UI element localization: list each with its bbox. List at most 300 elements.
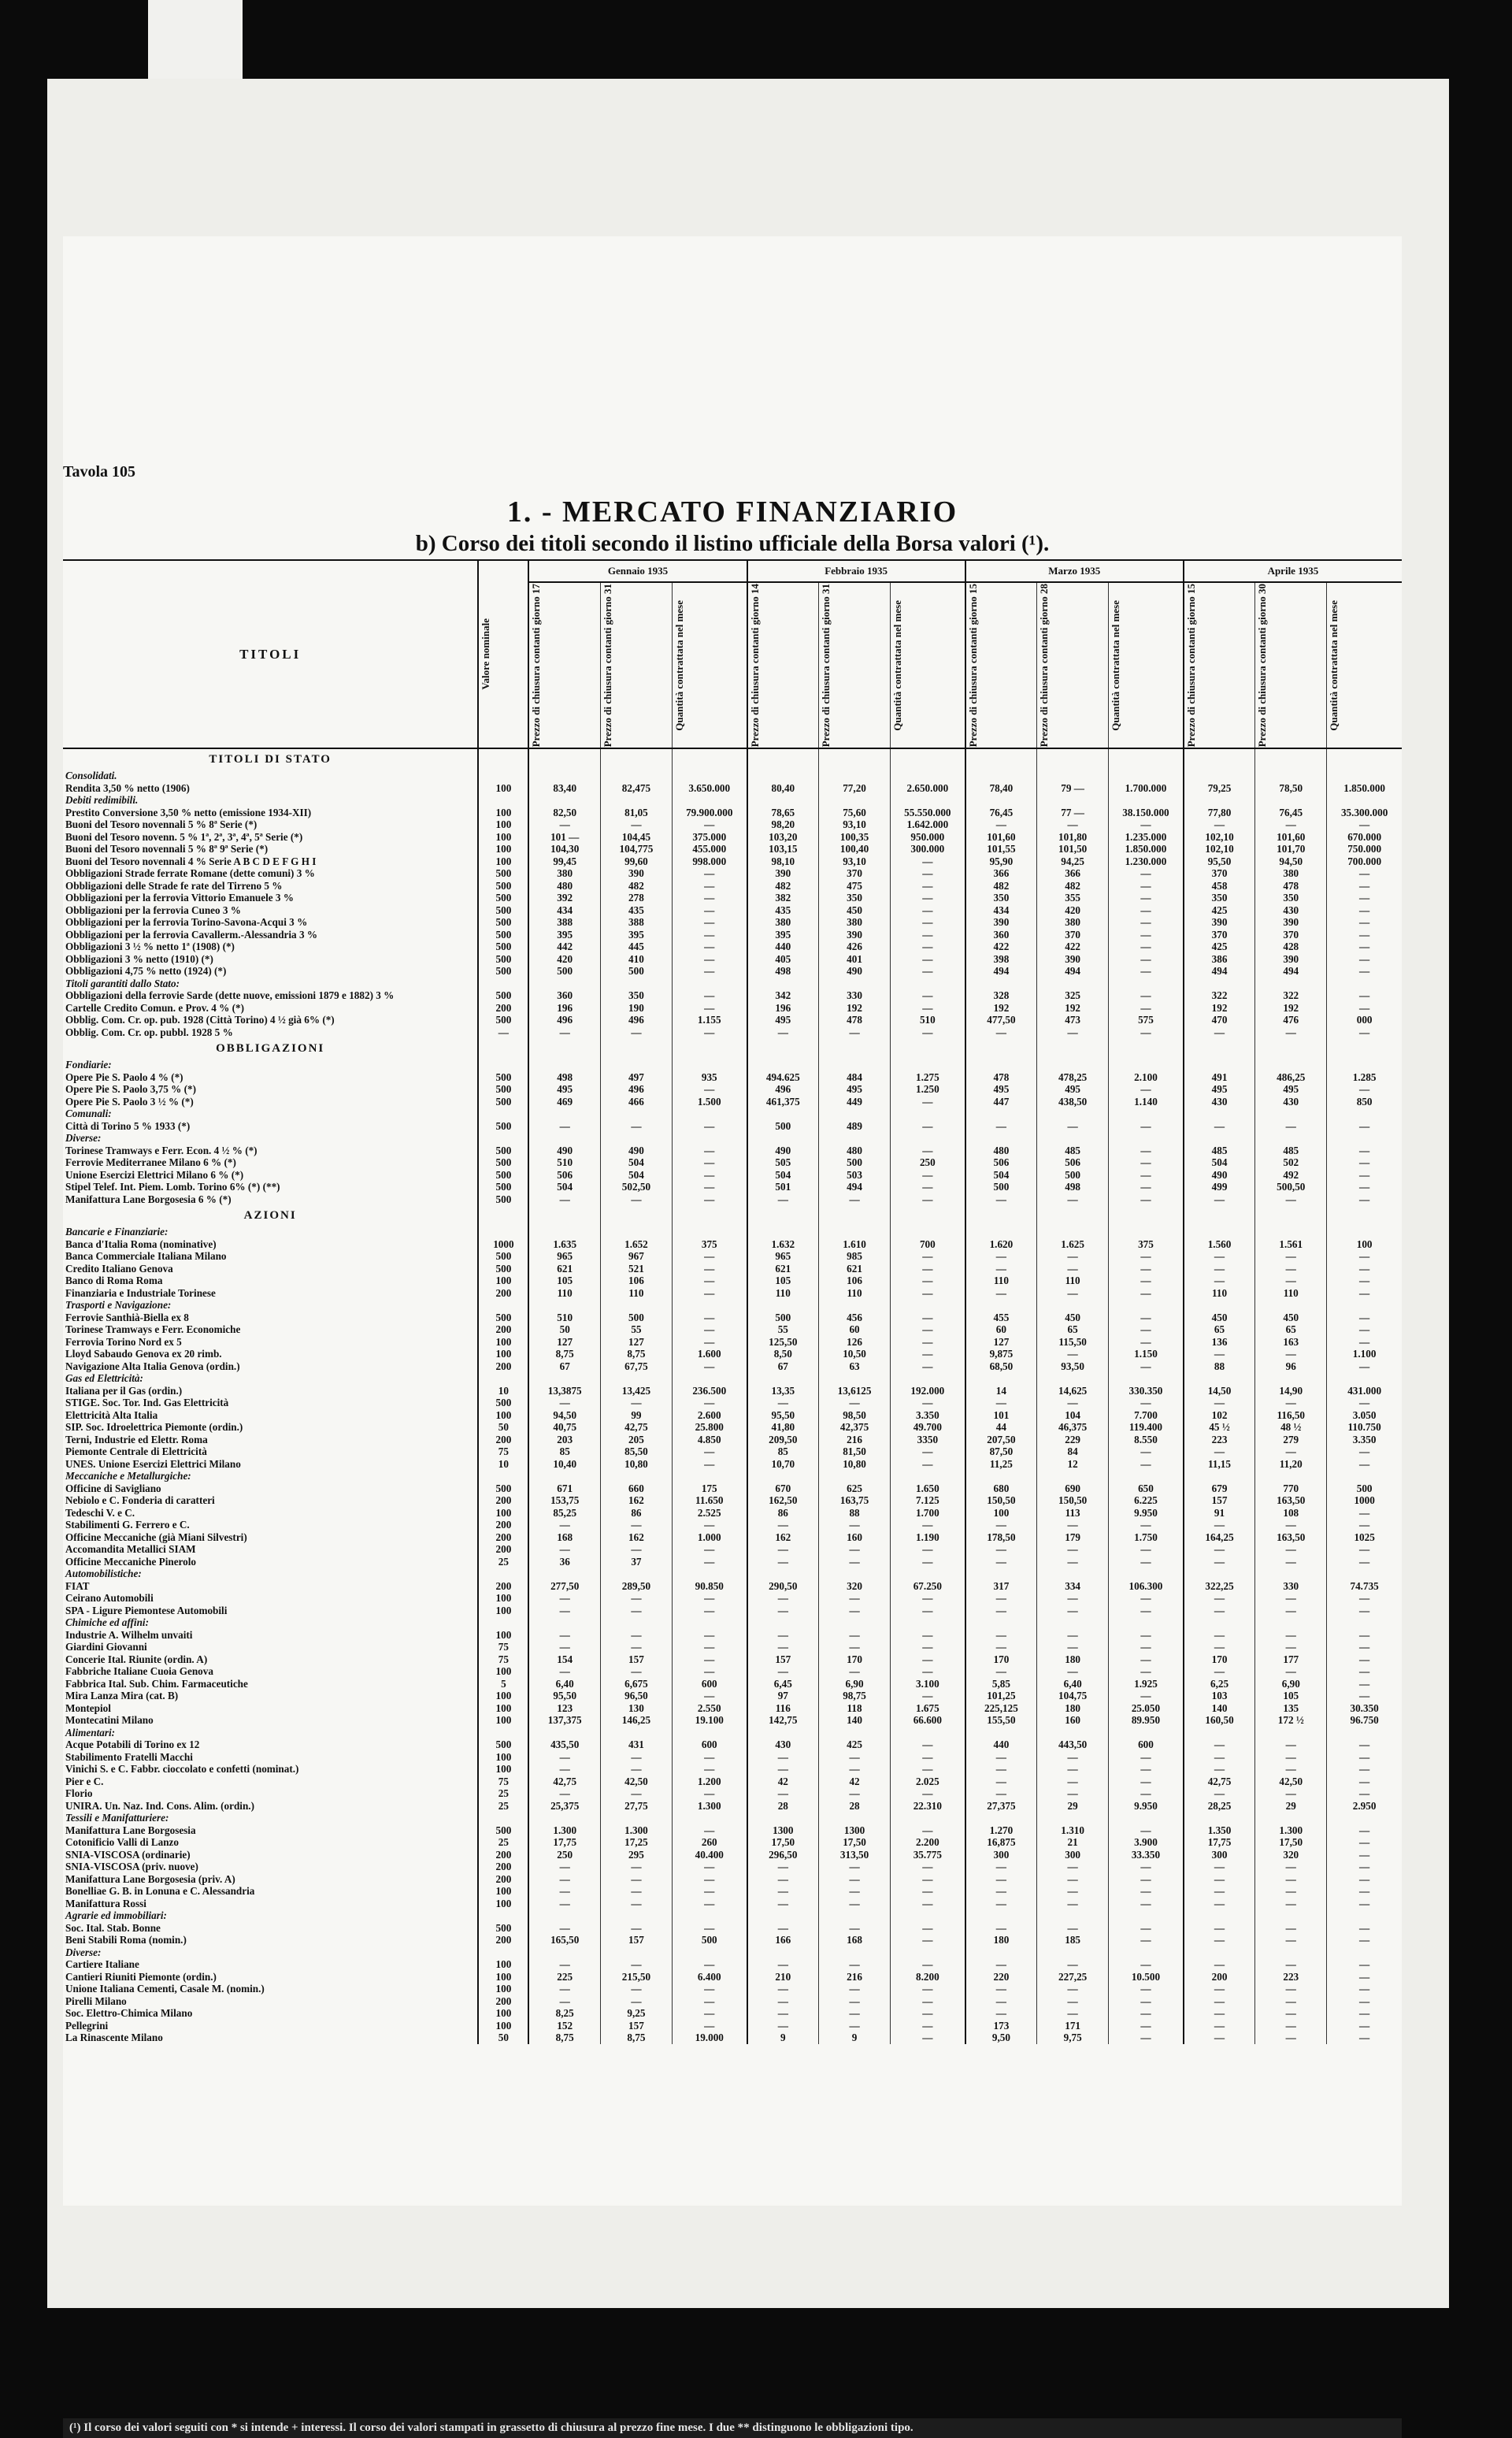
value-cell: 496 <box>747 1083 819 1096</box>
value-cell: 99 <box>600 1409 672 1422</box>
nominal-value-cell: 500 <box>478 1096 528 1108</box>
value-cell: 101,60 <box>1255 831 1327 844</box>
value-cell: — <box>747 1861 819 1873</box>
nominal-value-cell: 25 <box>478 1787 528 1800</box>
security-name: Obbligazioni 3 % netto (1910) (*) <box>65 952 213 965</box>
value-cell: 600 <box>672 1678 747 1690</box>
value-cell: — <box>1109 818 1184 831</box>
value-cell: — <box>672 1873 747 1886</box>
value-cell: 438,50 <box>1037 1096 1109 1108</box>
subsection-row <box>63 1812 1402 1824</box>
subsection-label: Gas ed Elettricità: <box>65 1372 143 1385</box>
subcol-header: Prezzo di chiusura contanti giorno 14 <box>747 582 819 748</box>
value-cell: 2.100 <box>1109 1071 1184 1084</box>
table-row <box>63 929 1402 941</box>
value-cell: 410 <box>600 953 672 966</box>
value-cell: 99,60 <box>600 855 672 868</box>
value-cell: 575 <box>1109 1014 1184 1026</box>
subcol-header: Quantità contrattata nel mese <box>1327 582 1402 748</box>
table-row <box>63 1678 1402 1690</box>
empty-cell <box>891 978 965 990</box>
value-cell: — <box>1327 1690 1402 1702</box>
value-cell: 3350 <box>891 1434 965 1446</box>
value-cell: — <box>891 1002 965 1015</box>
value-cell: — <box>600 1898 672 1910</box>
value-cell: — <box>1109 989 1184 1002</box>
value-cell: — <box>1255 1120 1327 1133</box>
value-cell: 466 <box>600 1096 672 1108</box>
value-cell: 85,25 <box>528 1507 600 1520</box>
empty-cell <box>747 1205 819 1226</box>
value-cell: — <box>1184 1995 1255 2008</box>
value-cell: 1.925 <box>1109 1678 1184 1690</box>
value-cell: 500 <box>747 1120 819 1133</box>
value-cell: 127 <box>600 1336 672 1349</box>
value-cell: — <box>1327 1360 1402 1373</box>
security-name: Fabbrica Ital. Sub. Chim. Farmaceutiche <box>65 1677 248 1690</box>
value-cell: 2.950 <box>1327 1800 1402 1813</box>
value-cell: — <box>891 1250 965 1263</box>
value-cell: 390 <box>600 867 672 880</box>
value-cell: 482 <box>965 880 1037 892</box>
security-name: Elettricità Alta Italia <box>65 1408 158 1421</box>
value-cell: 279 <box>1255 1434 1327 1446</box>
empty-cell <box>891 1946 965 1959</box>
security-name: Manifattura Lane Borgosesia (priv. A) <box>65 1872 235 1885</box>
table-row <box>63 1096 1402 1108</box>
empty-cell <box>819 770 891 782</box>
value-cell: 500 <box>528 965 600 978</box>
value-cell: 127 <box>965 1336 1037 1349</box>
security-name: Officine Meccaniche (già Miani Silvestri) <box>65 1531 247 1543</box>
value-cell: 100,35 <box>819 831 891 844</box>
empty-cell <box>672 1568 747 1580</box>
security-name: Opere Pie S. Paolo 4 % (*) <box>65 1071 183 1083</box>
value-cell: 390 <box>819 929 891 941</box>
value-cell: 000 <box>1327 1014 1402 1026</box>
value-cell: 440 <box>747 941 819 953</box>
value-cell: — <box>672 1653 747 1666</box>
value-cell: 80,40 <box>747 782 819 795</box>
nominal-value-cell: 200 <box>478 1494 528 1507</box>
empty-cell <box>1184 1299 1255 1312</box>
value-cell: 504 <box>600 1156 672 1169</box>
value-cell: — <box>1109 1120 1184 1133</box>
value-cell: — <box>672 953 747 966</box>
value-cell: — <box>891 1885 965 1898</box>
value-cell: — <box>1184 1445 1255 1458</box>
value-cell: 108 <box>1255 1507 1327 1520</box>
nominal-value-cell: 75 <box>478 1445 528 1458</box>
nominal-value-cell: 500 <box>478 941 528 953</box>
value-cell: — <box>1327 1287 1402 1300</box>
value-cell: 102,10 <box>1184 831 1255 844</box>
value-cell: — <box>600 1543 672 1556</box>
nominal-value-cell: 100 <box>478 1665 528 1678</box>
empty-cell <box>819 1299 891 1312</box>
value-cell: 36 <box>528 1556 600 1568</box>
empty-cell <box>600 770 672 782</box>
subsection-row <box>63 1727 1402 1739</box>
value-cell: 127 <box>528 1336 600 1349</box>
value-cell: — <box>965 1787 1037 1800</box>
subsection-label: Automobilistiche: <box>65 1568 142 1580</box>
value-cell: 455.000 <box>672 843 747 855</box>
table-row <box>63 1787 1402 1800</box>
nominal-value-cell: 100 <box>478 1898 528 1910</box>
value-cell: 10.500 <box>1109 1971 1184 1983</box>
nominal-value-cell: 100 <box>478 1751 528 1764</box>
value-cell: — <box>891 1763 965 1776</box>
value-cell: — <box>891 1193 965 1206</box>
security-name: Opere Pie S. Paolo 3,75 % (*) <box>65 1083 197 1096</box>
value-cell: 25,375 <box>528 1800 600 1813</box>
empty-cell <box>478 1946 528 1959</box>
value-cell: 49.700 <box>891 1421 965 1434</box>
value-cell: 10,80 <box>600 1458 672 1471</box>
empty-cell <box>1255 1299 1327 1312</box>
value-cell: 9 <box>747 2032 819 2044</box>
security-name: Cartiere Italiane <box>65 1958 139 1971</box>
value-cell: — <box>747 1983 819 1995</box>
subsection-label: Debiti redimibili. <box>65 794 139 807</box>
value-cell: 1.300 <box>600 1824 672 1837</box>
value-cell: — <box>891 1336 965 1349</box>
empty-cell <box>672 1470 747 1482</box>
empty-cell <box>1037 1568 1109 1580</box>
table-row <box>63 1861 1402 1873</box>
empty-cell <box>478 1205 528 1226</box>
value-cell: — <box>1255 2007 1327 2020</box>
value-cell: — <box>1327 1507 1402 1520</box>
value-cell: 110 <box>1255 1287 1327 1300</box>
value-cell: 116 <box>747 1702 819 1715</box>
empty-cell <box>965 1812 1037 1824</box>
value-cell: 494 <box>965 965 1037 978</box>
value-cell: 390 <box>1255 916 1327 929</box>
value-cell: 42,50 <box>1255 1776 1327 1788</box>
value-cell: — <box>1327 941 1402 953</box>
value-cell: 27,75 <box>600 1800 672 1813</box>
value-cell: — <box>1327 1519 1402 1531</box>
empty-cell <box>600 1299 672 1312</box>
table-row <box>63 2020 1402 2032</box>
value-cell: — <box>891 1787 965 1800</box>
table-row <box>63 782 1402 795</box>
nominal-value-cell: 200 <box>478 1873 528 1886</box>
value-cell: — <box>819 1787 891 1800</box>
value-cell: — <box>600 1787 672 1800</box>
security-name: Obbligazioni della ferrovie Sarde (dette nuove, emissioni 1879 e 1882) 3 % <box>65 989 395 1002</box>
empty-cell <box>1109 978 1184 990</box>
security-name: Navigazione Alta Italia Genova (ordin.) <box>65 1360 240 1372</box>
value-cell: 1.642.000 <box>891 818 965 831</box>
value-cell: — <box>1037 1665 1109 1678</box>
table-row <box>63 1556 1402 1568</box>
value-cell: — <box>672 965 747 978</box>
empty-cell <box>819 1909 891 1922</box>
value-cell: — <box>1327 818 1402 831</box>
value-cell: — <box>891 1873 965 1886</box>
value-cell: 9,75 <box>1037 2032 1109 2044</box>
table-row <box>63 1434 1402 1446</box>
empty-cell <box>1109 1299 1184 1312</box>
value-cell: 192 <box>1255 1002 1327 1015</box>
value-cell: 313,50 <box>819 1849 891 1861</box>
value-cell: — <box>819 1543 891 1556</box>
value-cell: 95,50 <box>1184 855 1255 868</box>
value-cell: 110.750 <box>1327 1421 1402 1434</box>
value-cell: — <box>672 941 747 953</box>
value-cell: 478,25 <box>1037 1071 1109 1084</box>
value-cell: 965 <box>747 1250 819 1263</box>
value-cell: 60 <box>965 1323 1037 1336</box>
value-cell: — <box>1327 1336 1402 1349</box>
value-cell: — <box>1109 1556 1184 1568</box>
empty-cell <box>1327 748 1402 770</box>
value-cell: — <box>1184 1543 1255 1556</box>
value-cell: 87,50 <box>965 1445 1037 1458</box>
nominal-value-cell: 200 <box>478 1323 528 1336</box>
value-cell: 10,50 <box>819 1348 891 1360</box>
value-cell: — <box>528 1983 600 1995</box>
empty-cell <box>747 1299 819 1312</box>
empty-cell <box>1037 1132 1109 1145</box>
subsection-label: Diverse: <box>65 1946 102 1958</box>
value-cell: 170 <box>819 1653 891 1666</box>
value-cell: — <box>891 855 965 868</box>
value-cell: 2.650.000 <box>891 782 965 795</box>
value-cell: — <box>672 2007 747 2020</box>
value-cell: 40,75 <box>528 1421 600 1434</box>
value-cell: 67,75 <box>600 1360 672 1373</box>
value-cell: — <box>1184 1026 1255 1039</box>
value-cell: — <box>747 1922 819 1935</box>
value-cell: 77 — <box>1037 807 1109 819</box>
value-cell: — <box>1255 1543 1327 1556</box>
value-cell: — <box>1109 867 1184 880</box>
value-cell: — <box>528 1885 600 1898</box>
empty-cell <box>478 1038 528 1059</box>
empty-cell <box>891 1812 965 1824</box>
value-cell: — <box>1184 2007 1255 2020</box>
empty-cell <box>1109 1616 1184 1629</box>
empty-cell <box>672 1205 747 1226</box>
security-name: Ferrovie Santhià-Biella ex 8 <box>65 1311 189 1323</box>
value-cell: 375 <box>672 1238 747 1251</box>
table-row <box>63 880 1402 892</box>
empty-cell <box>478 1299 528 1312</box>
value-cell: 289,50 <box>600 1580 672 1593</box>
value-cell: 190 <box>600 1002 672 1015</box>
value-cell: — <box>1109 1665 1184 1678</box>
value-cell: — <box>1327 1026 1402 1039</box>
value-cell: 160 <box>819 1531 891 1544</box>
value-cell: 177 <box>1255 1653 1327 1666</box>
value-cell: — <box>747 1898 819 1910</box>
value-cell: 366 <box>965 867 1037 880</box>
value-cell: 388 <box>528 916 600 929</box>
empty-cell <box>747 1226 819 1238</box>
value-cell: 671 <box>528 1482 600 1495</box>
value-cell: — <box>819 1665 891 1678</box>
value-cell: — <box>1327 867 1402 880</box>
value-cell: — <box>965 1885 1037 1898</box>
value-cell: — <box>819 1885 891 1898</box>
value-cell: 342 <box>747 989 819 1002</box>
value-cell: — <box>1255 1263 1327 1275</box>
value-cell: — <box>891 1934 965 1946</box>
value-cell: 390 <box>1037 953 1109 966</box>
value-cell: — <box>600 1629 672 1642</box>
subcol-header: Prezzo di chiusura contanti giorno 31 <box>600 582 672 748</box>
value-cell: 65 <box>1037 1323 1109 1336</box>
value-cell: 166 <box>747 1934 819 1946</box>
value-cell: 490 <box>1184 1169 1255 1182</box>
value-cell: — <box>1037 1873 1109 1886</box>
security-name: Banca d'Italia Roma (nominative) <box>65 1238 217 1250</box>
value-cell: 521 <box>600 1263 672 1275</box>
empty-cell <box>528 1132 600 1145</box>
security-name: FIAT <box>65 1579 90 1592</box>
value-cell: 442 <box>528 941 600 953</box>
value-cell: 13,3875 <box>528 1385 600 1397</box>
value-cell: — <box>891 2032 965 2044</box>
value-cell: — <box>1109 1312 1184 1324</box>
value-cell: — <box>672 1690 747 1702</box>
empty-cell <box>819 794 891 807</box>
value-cell: — <box>1327 1763 1402 1776</box>
value-cell: 102 <box>1184 1409 1255 1422</box>
value-cell: 115,50 <box>1037 1336 1109 1349</box>
value-cell: — <box>600 1922 672 1935</box>
value-cell: 1.561 <box>1255 1238 1327 1251</box>
value-cell: 236.500 <box>672 1385 747 1397</box>
value-cell: — <box>600 1026 672 1039</box>
value-cell: — <box>965 1958 1037 1971</box>
value-cell: — <box>1109 1445 1184 1458</box>
value-cell: — <box>1327 1263 1402 1275</box>
securities-table <box>63 559 1402 2044</box>
value-cell: — <box>1109 1543 1184 1556</box>
subsection-label: Trasporti e Navigazione: <box>65 1299 172 1312</box>
value-cell: — <box>819 1629 891 1642</box>
value-cell: 65 <box>1255 1323 1327 1336</box>
value-cell: 350 <box>819 892 891 904</box>
security-name: Unione Esercizi Elettrici Milano 6 % (*) <box>65 1168 244 1181</box>
value-cell: — <box>1037 1776 1109 1788</box>
value-cell: 203 <box>528 1434 600 1446</box>
table-body <box>63 748 1402 2044</box>
value-cell: 209,50 <box>747 1434 819 1446</box>
value-cell: — <box>1327 1156 1402 1169</box>
value-cell: — <box>672 1641 747 1653</box>
value-cell: 8,75 <box>600 2032 672 2044</box>
table-row <box>63 1824 1402 1837</box>
value-cell: — <box>600 1519 672 1531</box>
value-cell: — <box>1109 941 1184 953</box>
value-cell: 11.650 <box>672 1494 747 1507</box>
value-cell: — <box>1255 1348 1327 1360</box>
subsection-label: Bancarie e Finanziarie: <box>65 1226 169 1238</box>
value-cell: — <box>965 1250 1037 1263</box>
value-cell: — <box>1327 1641 1402 1653</box>
value-cell: 325 <box>1037 989 1109 1002</box>
nominal-value-cell: 500 <box>478 1250 528 1263</box>
empty-cell <box>747 1132 819 1145</box>
empty-cell <box>819 1812 891 1824</box>
value-cell: — <box>600 1861 672 1873</box>
value-cell: — <box>891 929 965 941</box>
value-cell: — <box>891 1360 965 1373</box>
empty-cell <box>528 1038 600 1059</box>
value-cell: — <box>1327 1849 1402 1861</box>
value-cell: 60 <box>819 1323 891 1336</box>
value-cell: 1300 <box>747 1824 819 1837</box>
value-cell: — <box>1255 1787 1327 1800</box>
value-cell: — <box>672 1312 747 1324</box>
empty-cell <box>1255 794 1327 807</box>
value-cell: 101,70 <box>1255 843 1327 855</box>
value-cell: 330 <box>1255 1580 1327 1593</box>
table-row <box>63 892 1402 904</box>
empty-cell <box>891 1727 965 1739</box>
value-cell: 225 <box>528 1971 600 1983</box>
value-cell: 13,425 <box>600 1385 672 1397</box>
value-cell: 445 <box>600 941 672 953</box>
nominal-value-cell: 500 <box>478 1397 528 1409</box>
value-cell: 227,25 <box>1037 1971 1109 1983</box>
empty-cell <box>600 1909 672 1922</box>
tavola-number: Tavola 105 <box>63 463 136 481</box>
value-cell: — <box>672 989 747 1002</box>
value-cell: 320 <box>1255 1849 1327 1861</box>
value-cell: — <box>672 1156 747 1169</box>
table-row <box>63 953 1402 966</box>
empty-cell <box>1109 770 1184 782</box>
value-cell: 38.150.000 <box>1109 807 1184 819</box>
value-cell: — <box>1109 1861 1184 1873</box>
value-cell: 14,625 <box>1037 1385 1109 1397</box>
value-cell: 162 <box>600 1531 672 1544</box>
value-cell: 76,45 <box>1255 807 1327 819</box>
empty-cell <box>1327 1946 1402 1959</box>
value-cell: 81,50 <box>819 1445 891 1458</box>
empty-cell <box>1037 1108 1109 1120</box>
value-cell: — <box>965 1665 1037 1678</box>
value-cell: 350 <box>1255 892 1327 904</box>
nominal-value-cell: 100 <box>478 831 528 844</box>
value-cell: — <box>1255 1922 1327 1935</box>
value-cell: — <box>1327 989 1402 1002</box>
value-cell: 110 <box>1037 1275 1109 1287</box>
value-cell: 430 <box>1255 904 1327 917</box>
value-cell: 101,55 <box>965 843 1037 855</box>
empty-cell <box>1327 1059 1402 1071</box>
section-heading-row <box>63 748 1402 770</box>
value-cell: — <box>1184 1348 1255 1360</box>
value-cell: 380 <box>1255 867 1327 880</box>
value-cell: — <box>528 1543 600 1556</box>
value-cell: 157 <box>600 1934 672 1946</box>
value-cell: 95,90 <box>965 855 1037 868</box>
value-cell: — <box>965 1898 1037 1910</box>
value-cell: 370 <box>1184 929 1255 941</box>
empty-cell <box>965 748 1037 770</box>
empty-cell <box>747 1812 819 1824</box>
empty-cell <box>891 1038 965 1059</box>
titoli-header: TITOLI <box>63 560 478 748</box>
